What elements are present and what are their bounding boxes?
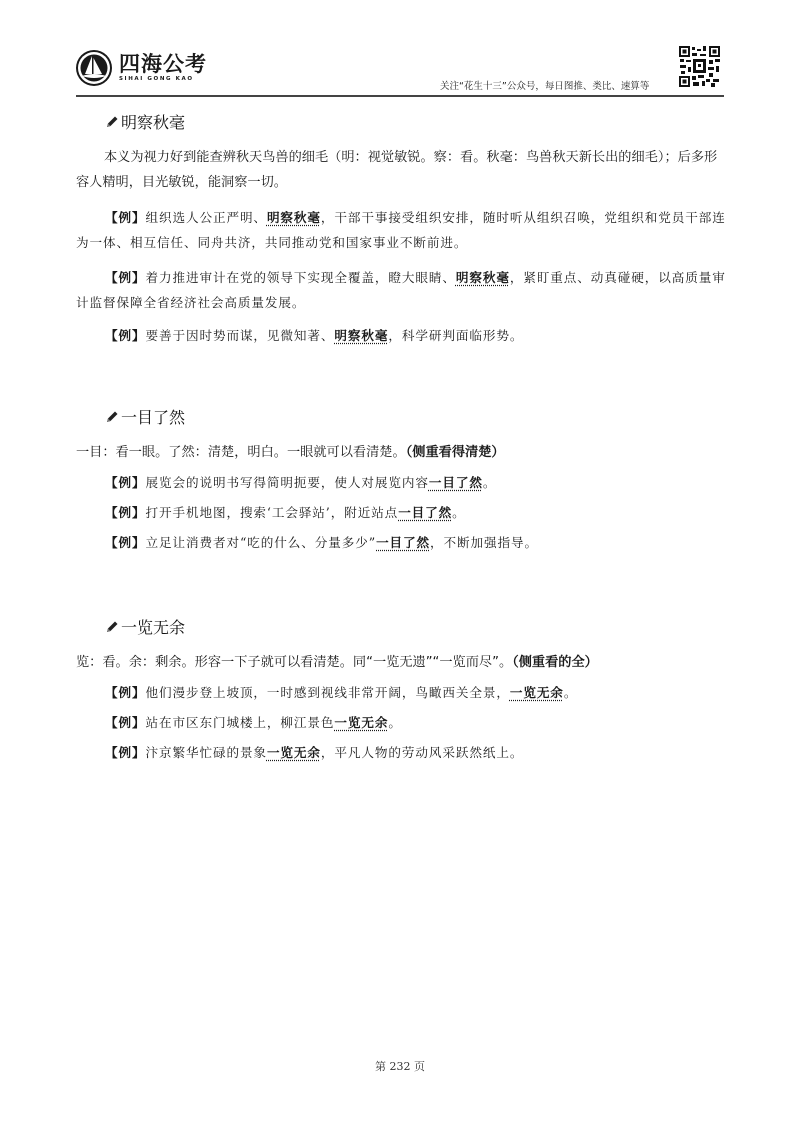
definition-paragraph: 本义为视力好到能查辨秋天鸟兽的细毛（明：视觉敏锐。察：看。秋毫：鸟兽秋天新长出的细毛）；后多形容人精明，目光敏锐，能洞察一切。	[76, 150, 718, 190]
logo-pinyin-name: SIHAI GONG KAO	[119, 76, 194, 82]
section-title-text: 一目了然	[121, 408, 186, 427]
pencil-icon	[105, 620, 119, 634]
example-sentence: 【例】打开手机地图，搜索‘工会驿站’，附近站点一目了然。	[105, 505, 466, 520]
highlighted-idiom: 一览无余	[509, 685, 564, 700]
example-sentence: 【例】汴京繁华忙碌的景象一览无余，平凡人物的劳动风采跃然纸上。	[105, 745, 524, 760]
section-title-text: 一览无余	[121, 618, 186, 637]
highlighted-idiom: 一目了然	[398, 505, 453, 520]
sailboat-logo-icon	[76, 50, 112, 86]
highlighted-idiom: 明察秋毫	[455, 270, 510, 285]
example-sentence: 【例】要善于因时势而谋，见微知著、明察秋毫，科学研判面临形势。	[105, 328, 524, 343]
header-divider	[76, 95, 724, 97]
example-sentence: 【例】他们漫步登上坡顶，一时感到视线非常开阔，鸟瞰西关全景，一览无余。	[105, 685, 578, 700]
pencil-icon	[105, 410, 119, 424]
section-title-text: 明察秋毫	[121, 113, 186, 132]
brand-logo	[76, 50, 207, 86]
pencil-icon	[105, 115, 119, 129]
highlighted-idiom: 明察秋毫	[266, 210, 321, 225]
page-number: 第 232 页	[375, 1060, 425, 1073]
example-sentence: 【例】着力推进审计在党的领导下实现全覆盖，瞪大眼睛、明察秋毫，紧盯重点、动真碰硬，以高质量审计监督保障全省经济社会高质量发展。	[76, 270, 726, 310]
emphasis-note: （侧重看的全）	[512, 655, 598, 670]
qr-code-icon	[678, 45, 721, 88]
section-title	[105, 615, 185, 638]
definition-paragraph: 览：看。余：剩余。形容一下子就可以看清楚。同“一览无遗”“一览而尽”。（侧重看的全）	[76, 655, 598, 670]
page-header	[0, 0, 800, 100]
section-title	[105, 110, 185, 133]
section-title	[105, 405, 185, 428]
emphasis-note: （侧重看得清楚）	[405, 445, 505, 460]
definition-paragraph: 一目：看一眼。了然：清楚，明白。一眼就可以看清楚。（侧重看得清楚）	[76, 445, 505, 460]
example-sentence: 【例】组织选人公正严明、明察秋毫，干部干事接受组织安排，随时听从组织召唤，党组织和党员干部连为一体、相互信任、同舟共济，共同推动党和国家事业不断前进。	[76, 210, 726, 250]
highlighted-idiom: 一目了然	[376, 535, 431, 550]
highlighted-idiom: 一览无余	[266, 745, 321, 760]
logo-chinese-name: 四海公考	[119, 52, 207, 76]
header-follow-note: 关注“花生十三”公众号，每日图推、类比、速算等	[440, 81, 650, 92]
highlighted-idiom: 明察秋毫	[334, 328, 389, 343]
example-sentence: 【例】立足让消费者对“吃的什么、分量多少”一目了然，不断加强指导。	[105, 535, 538, 550]
example-sentence: 【例】展览会的说明书写得简明扼要，使人对展览内容一目了然。	[105, 475, 497, 490]
highlighted-idiom: 一目了然	[428, 475, 483, 490]
example-sentence: 【例】站在市区东门城楼上，柳江景色一览无余。	[105, 715, 402, 730]
highlighted-idiom: 一览无余	[334, 715, 389, 730]
